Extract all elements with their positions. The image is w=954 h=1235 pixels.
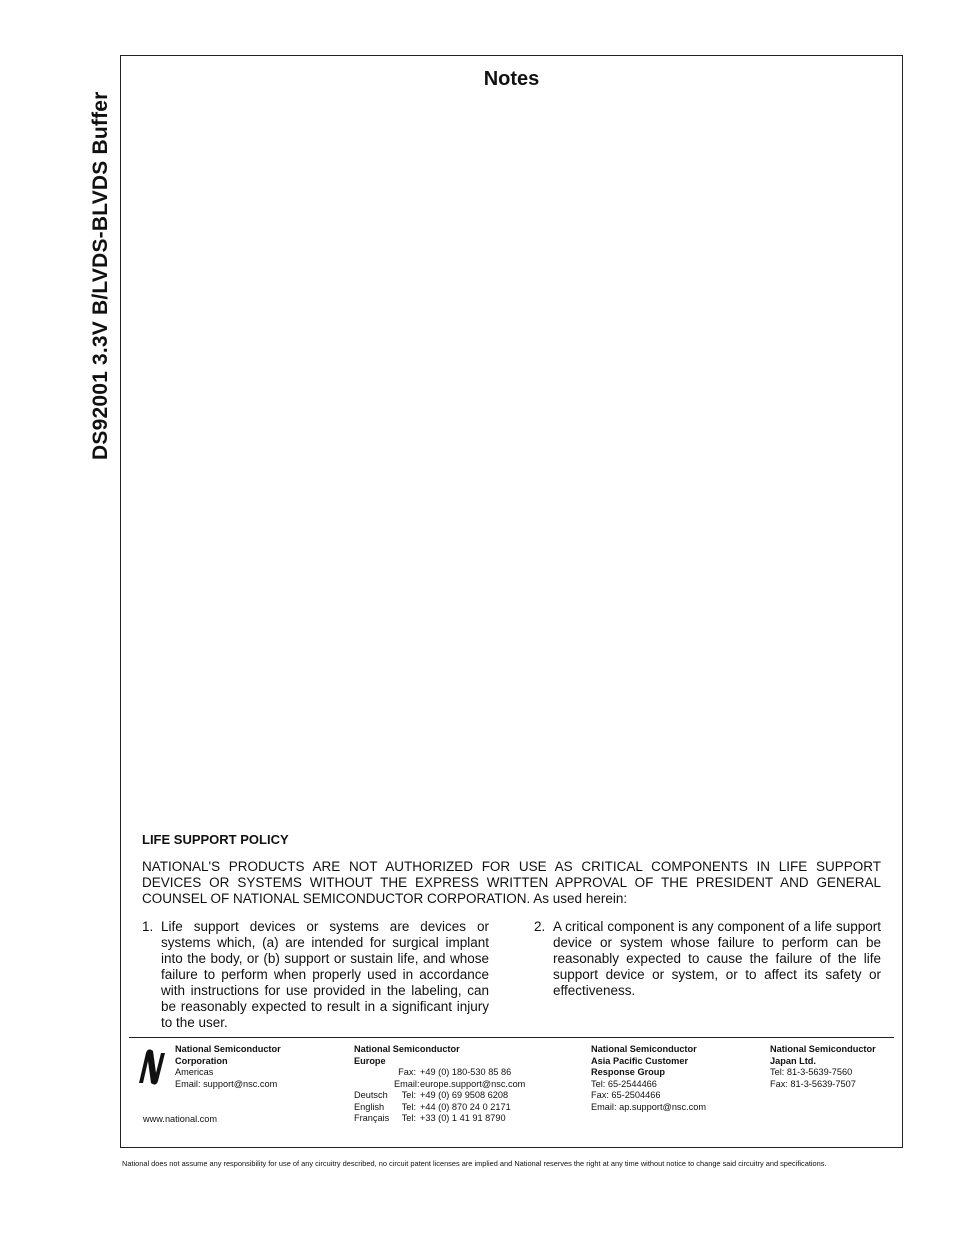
policy-item-text: Life support devices or systems are devices or systems which, (a) are intended for surgical implant into the body, or (b) support or sustain life, and whose failure to perform when properly used in accordance with instructions for use provided in the labeling, can be reasonably expected to result in a significant injury to the user. <box>161 919 489 1030</box>
europe-region: Europe <box>354 1055 386 1066</box>
notes-heading: Notes <box>483 68 540 90</box>
japan-company: National Semiconductor <box>770 1044 876 1054</box>
policy-item-number: 1. <box>142 919 154 934</box>
americas-company-type: Corporation <box>175 1055 228 1066</box>
europe-contact-row: English Tel: +44 (0) 870 24 0 2171 <box>354 1101 511 1112</box>
policy-item-2 <box>534 919 881 1031</box>
policy-item-text: A critical component is any component of a life support device or system whose failure to perform can be reasonably expected to cause the failure of the life support device or system, or to affect its safety or effectiveness. <box>553 919 881 998</box>
asia-tel: Tel: 65-2544466 <box>591 1078 657 1089</box>
contact-europe <box>354 1044 525 1125</box>
national-semiconductor-logo-icon <box>136 1047 168 1087</box>
americas-company: National Semiconductor <box>175 1044 281 1054</box>
policy-items <box>142 919 881 1031</box>
asia-fax: Fax: 65-2504466 <box>591 1090 661 1100</box>
page-frame <box>120 55 903 1148</box>
europe-contact-row: Fax: +49 (0) 180-530 85 86 <box>398 1067 512 1077</box>
policy-heading: LIFE SUPPORT POLICY <box>142 832 289 847</box>
asia-company: National Semiconductor <box>591 1044 697 1054</box>
website-link[interactable]: www.national.com <box>143 1114 218 1124</box>
legal-disclaimer: National does not assume any responsibility for use of any circuitry described, no circuit patent licenses are implied and National reserves the right at any time without notice to change said circuitry and specifications. <box>122 1159 827 1168</box>
footer-divider <box>129 1037 894 1038</box>
side-document-title: DS92001 3.3V B/LVDS-BLVDS Buffer <box>89 91 112 460</box>
americas-email: Email: support@nsc.com <box>175 1078 278 1089</box>
japan-fax: Fax: 81-3-5639-7507 <box>770 1078 856 1089</box>
asia-group-line2: Response Group <box>591 1067 666 1077</box>
europe-contact-row: Email: europe.support@nsc.com <box>394 1078 526 1089</box>
contact-japan <box>770 1044 876 1090</box>
asia-group: Asia Pacific Customer <box>591 1055 689 1066</box>
europe-contact-row: Deutsch Tel: +49 (0) 69 9508 6208 <box>354 1090 509 1100</box>
asia-email: Email: ap.support@nsc.com <box>591 1101 707 1112</box>
policy-item-number: 2. <box>534 919 546 934</box>
life-support-policy <box>142 832 881 1031</box>
americas-region: Americas <box>175 1067 214 1077</box>
contact-americas <box>175 1044 281 1090</box>
europe-company: National Semiconductor <box>354 1044 460 1054</box>
contact-footer <box>121 1044 902 1144</box>
policy-intro: NATIONAL'S PRODUCTS ARE NOT AUTHORIZED FOR USE AS CRITICAL COMPONENTS IN LIFE SUPPORT DEVICES OR SYSTEMS WITHOUT THE EXPRESS WRITTEN APPROVAL OF THE PRESIDENT AND GENERAL COUNSEL OF NATIONAL SEMICONDUCTOR CORPORATION. As used herein: <box>142 859 881 906</box>
europe-contact-row: Français Tel: +33 (0) 1 41 91 8790 <box>354 1113 506 1123</box>
japan-tel: Tel: 81-3-5639-7560 <box>770 1067 853 1077</box>
policy-item-1 <box>142 919 489 1031</box>
japan-entity: Japan Ltd. <box>770 1055 816 1066</box>
contact-asia-pacific <box>591 1044 706 1113</box>
